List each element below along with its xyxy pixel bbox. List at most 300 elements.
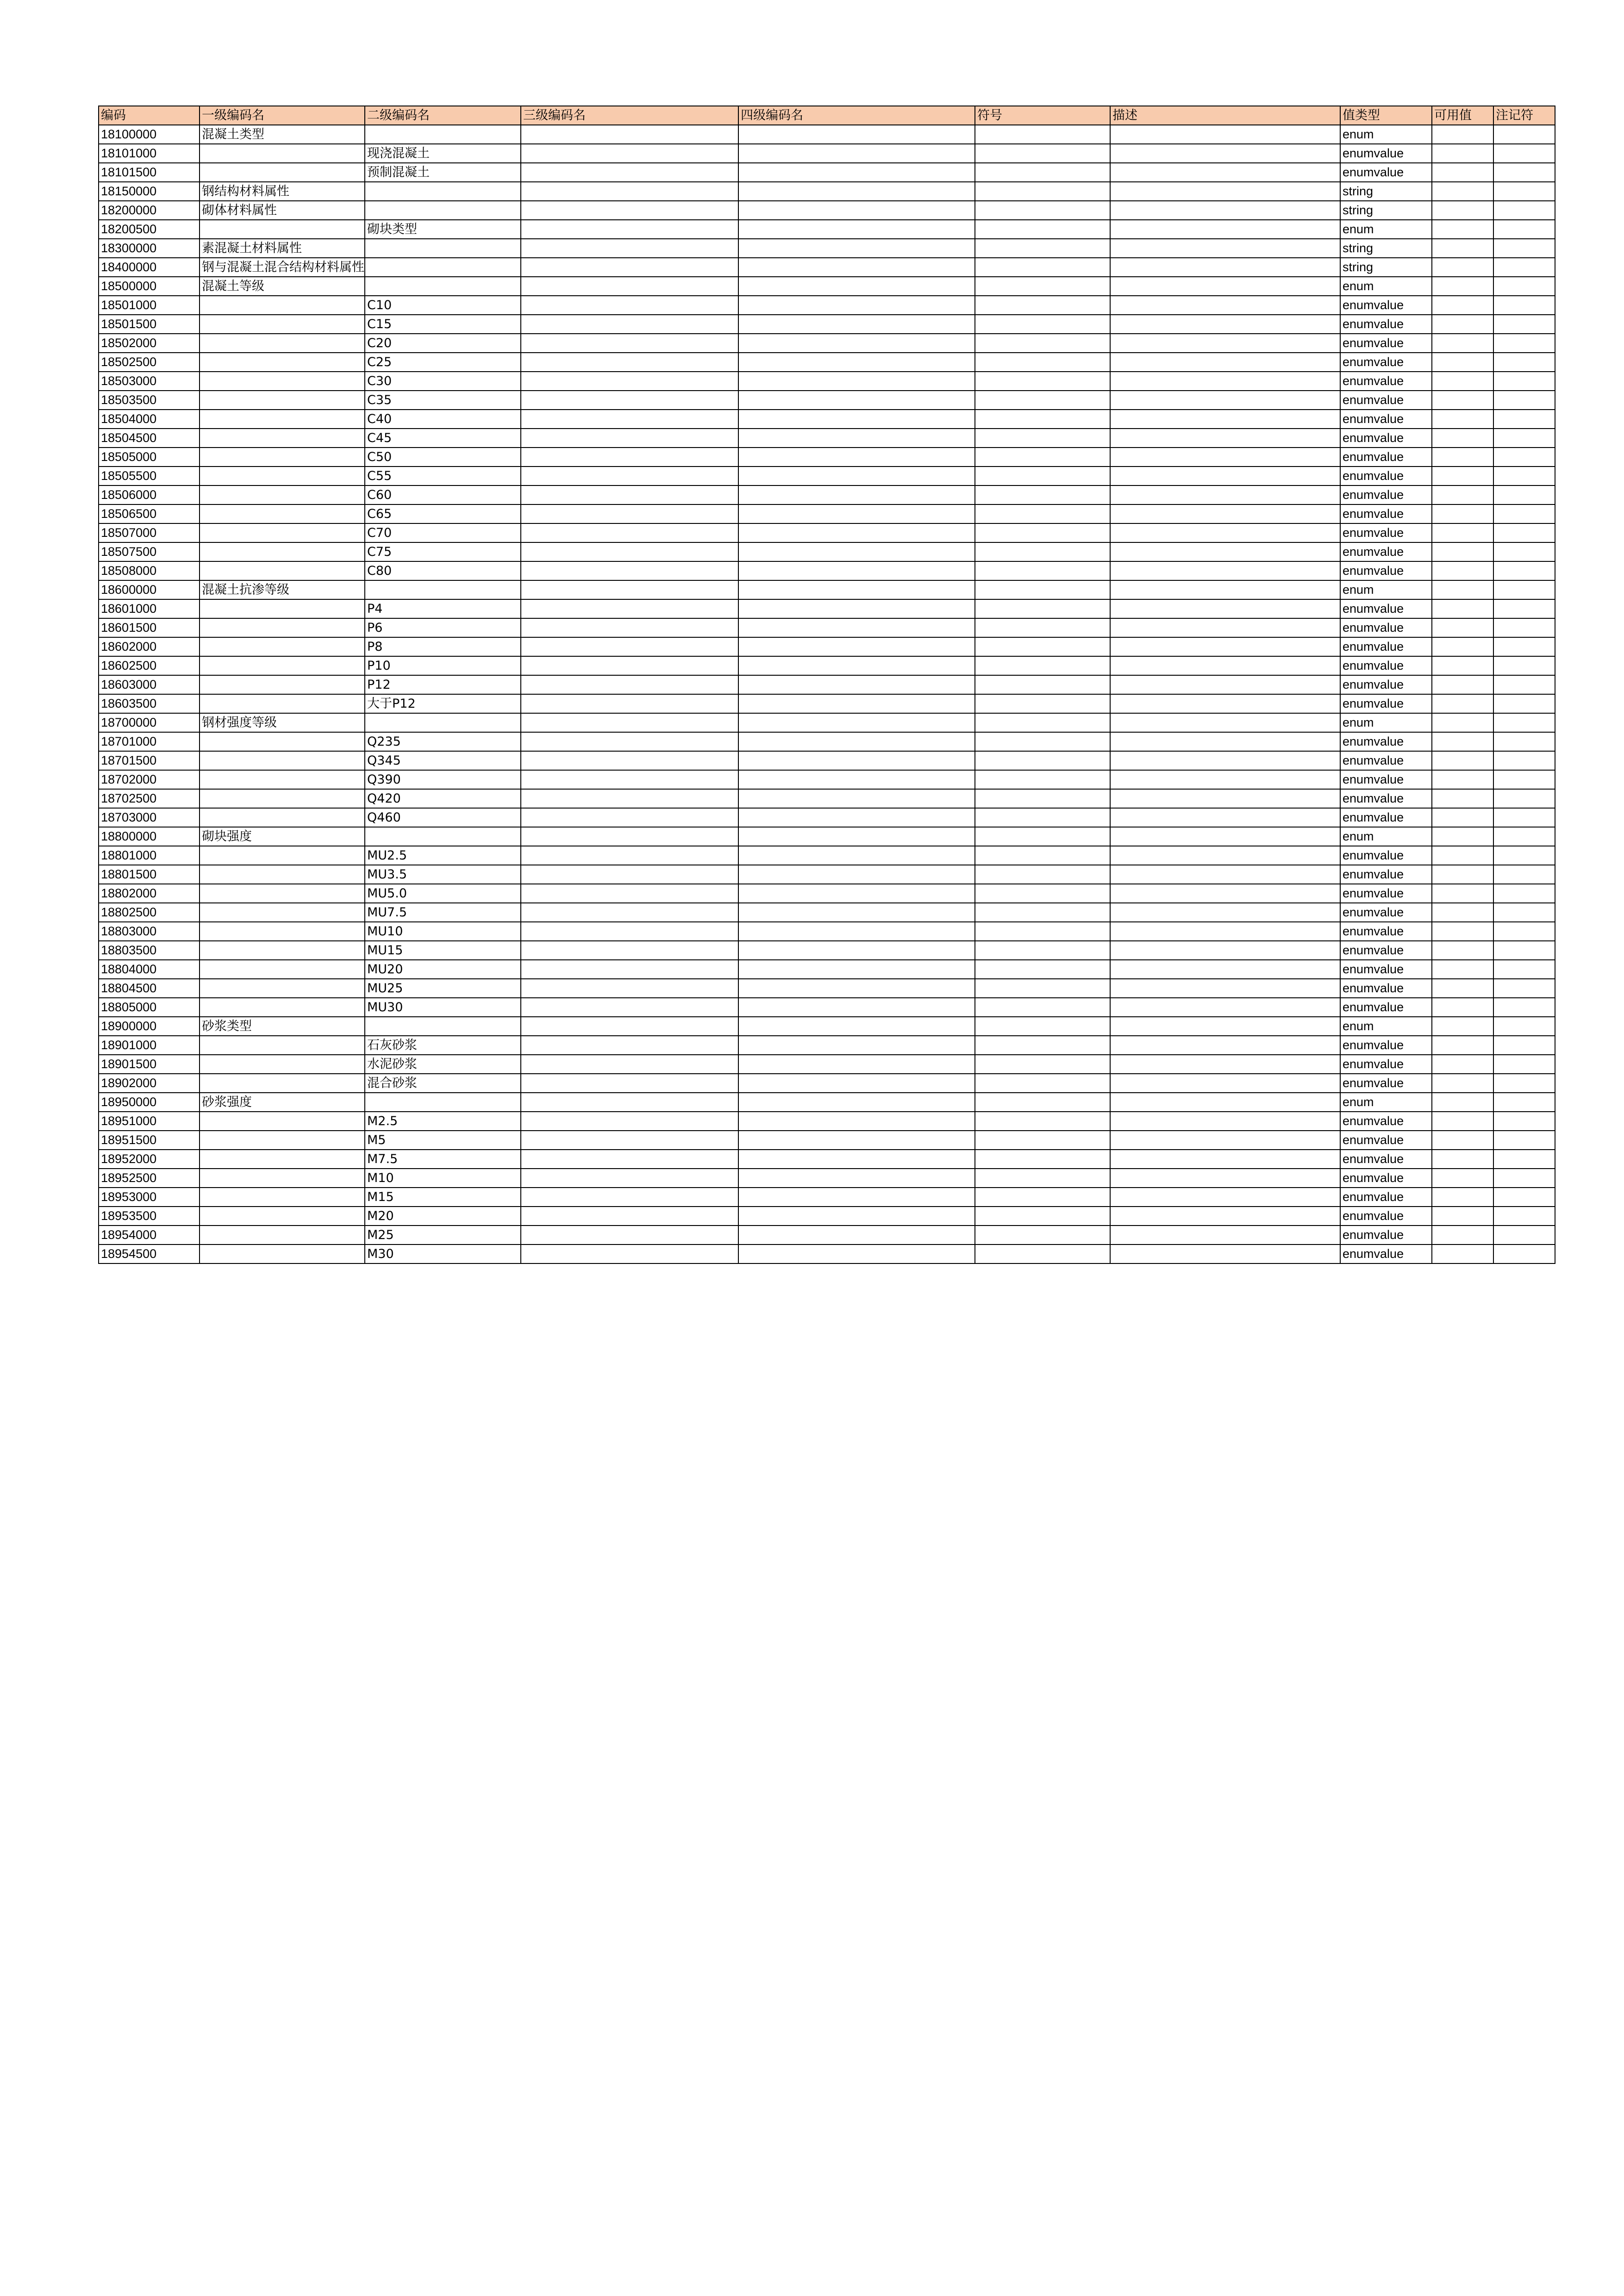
cell-annotation bbox=[1493, 770, 1555, 789]
cell-value-type: enum bbox=[1340, 580, 1432, 599]
cell-level3-name bbox=[521, 239, 738, 258]
cell-level1-name bbox=[200, 960, 365, 979]
cell-level2-name bbox=[365, 125, 521, 144]
cell-annotation bbox=[1493, 125, 1555, 144]
cell-code: 18804000 bbox=[99, 960, 200, 979]
cell-level3-name bbox=[521, 334, 738, 353]
cell-description bbox=[1110, 372, 1340, 391]
table-row bbox=[99, 694, 1555, 713]
cell-symbol bbox=[975, 1055, 1110, 1074]
cell-level4-name bbox=[738, 239, 975, 258]
table-row bbox=[99, 979, 1555, 998]
cell-level3-name bbox=[521, 637, 738, 656]
cell-annotation bbox=[1493, 580, 1555, 599]
cell-description bbox=[1110, 504, 1340, 523]
table-row bbox=[99, 1055, 1555, 1074]
table-row bbox=[99, 163, 1555, 182]
cell-description bbox=[1110, 808, 1340, 827]
cell-symbol bbox=[975, 182, 1110, 201]
cell-value-type: string bbox=[1340, 201, 1432, 220]
cell-description bbox=[1110, 865, 1340, 884]
cell-available-values bbox=[1432, 827, 1493, 846]
cell-level3-name bbox=[521, 1017, 738, 1036]
cell-symbol bbox=[975, 732, 1110, 751]
cell-annotation bbox=[1493, 713, 1555, 732]
cell-code: 18505000 bbox=[99, 448, 200, 467]
cell-level2-name: C25 bbox=[365, 353, 521, 372]
cell-value-type: enumvalue bbox=[1340, 1074, 1432, 1093]
cell-available-values bbox=[1432, 258, 1493, 277]
table-row bbox=[99, 144, 1555, 163]
table-row bbox=[99, 903, 1555, 922]
cell-level4-name bbox=[738, 315, 975, 334]
cell-level2-name: 砌块类型 bbox=[365, 220, 521, 239]
cell-symbol bbox=[975, 504, 1110, 523]
table-row bbox=[99, 277, 1555, 296]
cell-code: 18803500 bbox=[99, 941, 200, 960]
cell-code: 18150000 bbox=[99, 182, 200, 201]
cell-symbol bbox=[975, 884, 1110, 903]
cell-level1-name bbox=[200, 448, 365, 467]
cell-symbol bbox=[975, 580, 1110, 599]
cell-level1-name bbox=[200, 372, 365, 391]
table-row bbox=[99, 732, 1555, 751]
cell-level4-name bbox=[738, 485, 975, 504]
cell-available-values bbox=[1432, 1131, 1493, 1150]
cell-level1-name bbox=[200, 1150, 365, 1169]
cell-value-type: enumvalue bbox=[1340, 144, 1432, 163]
table-row bbox=[99, 751, 1555, 770]
cell-description bbox=[1110, 277, 1340, 296]
cell-value-type: enum bbox=[1340, 713, 1432, 732]
cell-level4-name bbox=[738, 732, 975, 751]
cell-annotation bbox=[1493, 1207, 1555, 1226]
cell-symbol bbox=[975, 1188, 1110, 1207]
cell-annotation bbox=[1493, 675, 1555, 694]
cell-available-values bbox=[1432, 315, 1493, 334]
cell-level3-name bbox=[521, 1226, 738, 1244]
cell-level4-name bbox=[738, 467, 975, 485]
cell-value-type: enumvalue bbox=[1340, 315, 1432, 334]
header-available-values: 可用值 bbox=[1432, 106, 1493, 125]
table-row bbox=[99, 220, 1555, 239]
cell-level3-name bbox=[521, 1131, 738, 1150]
cell-available-values bbox=[1432, 903, 1493, 922]
cell-level4-name bbox=[738, 903, 975, 922]
cell-symbol bbox=[975, 675, 1110, 694]
cell-available-values bbox=[1432, 637, 1493, 656]
cell-symbol bbox=[975, 1074, 1110, 1093]
cell-level2-name: M7.5 bbox=[365, 1150, 521, 1169]
cell-level4-name bbox=[738, 561, 975, 580]
cell-code: 18503000 bbox=[99, 372, 200, 391]
cell-annotation bbox=[1493, 334, 1555, 353]
cell-code: 18700000 bbox=[99, 713, 200, 732]
cell-level3-name bbox=[521, 1150, 738, 1169]
cell-code: 18101000 bbox=[99, 144, 200, 163]
cell-available-values bbox=[1432, 1244, 1493, 1263]
cell-level2-name: M25 bbox=[365, 1226, 521, 1244]
cell-description bbox=[1110, 315, 1340, 334]
cell-value-type: enumvalue bbox=[1340, 467, 1432, 485]
cell-level2-name: MU3.5 bbox=[365, 865, 521, 884]
cell-annotation bbox=[1493, 296, 1555, 315]
table-row bbox=[99, 467, 1555, 485]
cell-description bbox=[1110, 296, 1340, 315]
cell-available-values bbox=[1432, 865, 1493, 884]
cell-level1-name bbox=[200, 903, 365, 922]
cell-description bbox=[1110, 960, 1340, 979]
cell-level3-name bbox=[521, 485, 738, 504]
cell-level2-name: C30 bbox=[365, 372, 521, 391]
cell-level1-name bbox=[200, 846, 365, 865]
cell-level2-name: C50 bbox=[365, 448, 521, 467]
cell-description bbox=[1110, 1036, 1340, 1055]
cell-level3-name bbox=[521, 163, 738, 182]
cell-description bbox=[1110, 941, 1340, 960]
cell-value-type: enumvalue bbox=[1340, 637, 1432, 656]
cell-description bbox=[1110, 637, 1340, 656]
code-table bbox=[98, 106, 1555, 1264]
table-row bbox=[99, 542, 1555, 561]
cell-level3-name bbox=[521, 523, 738, 542]
cell-symbol bbox=[975, 599, 1110, 618]
cell-available-values bbox=[1432, 675, 1493, 694]
cell-annotation bbox=[1493, 960, 1555, 979]
cell-level4-name bbox=[738, 656, 975, 675]
cell-symbol bbox=[975, 277, 1110, 296]
cell-value-type: enumvalue bbox=[1340, 808, 1432, 827]
cell-symbol bbox=[975, 1093, 1110, 1112]
cell-available-values bbox=[1432, 277, 1493, 296]
cell-level3-name bbox=[521, 1244, 738, 1263]
cell-level3-name bbox=[521, 258, 738, 277]
table-row bbox=[99, 410, 1555, 429]
cell-available-values bbox=[1432, 1074, 1493, 1093]
cell-code: 18703000 bbox=[99, 808, 200, 827]
cell-symbol bbox=[975, 922, 1110, 941]
cell-level4-name bbox=[738, 334, 975, 353]
cell-annotation bbox=[1493, 903, 1555, 922]
cell-annotation bbox=[1493, 182, 1555, 201]
cell-symbol bbox=[975, 618, 1110, 637]
cell-symbol bbox=[975, 485, 1110, 504]
cell-code: 18702000 bbox=[99, 770, 200, 789]
cell-code: 18100000 bbox=[99, 125, 200, 144]
cell-available-values bbox=[1432, 599, 1493, 618]
cell-available-values bbox=[1432, 1169, 1493, 1188]
cell-level1-name bbox=[200, 1244, 365, 1263]
cell-code: 18803000 bbox=[99, 922, 200, 941]
cell-annotation bbox=[1493, 163, 1555, 182]
cell-level2-name: Q460 bbox=[365, 808, 521, 827]
cell-level1-name bbox=[200, 391, 365, 410]
table-row bbox=[99, 846, 1555, 865]
cell-level3-name bbox=[521, 998, 738, 1017]
cell-level3-name bbox=[521, 599, 738, 618]
header-level3-name: 三级编码名 bbox=[521, 106, 738, 125]
cell-available-values bbox=[1432, 353, 1493, 372]
cell-code: 18200000 bbox=[99, 201, 200, 220]
cell-value-type: string bbox=[1340, 258, 1432, 277]
table-row bbox=[99, 941, 1555, 960]
cell-description bbox=[1110, 1074, 1340, 1093]
cell-value-type: enumvalue bbox=[1340, 770, 1432, 789]
header-level2-name: 二级编码名 bbox=[365, 106, 521, 125]
cell-level4-name bbox=[738, 542, 975, 561]
cell-available-values bbox=[1432, 144, 1493, 163]
cell-available-values bbox=[1432, 448, 1493, 467]
cell-level3-name bbox=[521, 941, 738, 960]
cell-value-type: enumvalue bbox=[1340, 675, 1432, 694]
cell-level1-name bbox=[200, 1055, 365, 1074]
cell-level4-name bbox=[738, 296, 975, 315]
cell-description bbox=[1110, 410, 1340, 429]
cell-level4-name bbox=[738, 1074, 975, 1093]
cell-symbol bbox=[975, 1207, 1110, 1226]
cell-value-type: enumvalue bbox=[1340, 694, 1432, 713]
cell-level1-name bbox=[200, 979, 365, 998]
cell-level3-name bbox=[521, 1074, 738, 1093]
cell-level1-name bbox=[200, 884, 365, 903]
cell-level3-name bbox=[521, 561, 738, 580]
cell-symbol bbox=[975, 334, 1110, 353]
cell-annotation bbox=[1493, 998, 1555, 1017]
cell-level2-name: C40 bbox=[365, 410, 521, 429]
cell-level2-name: M20 bbox=[365, 1207, 521, 1226]
cell-level1-name bbox=[200, 1036, 365, 1055]
cell-value-type: enumvalue bbox=[1340, 1112, 1432, 1131]
cell-description bbox=[1110, 656, 1340, 675]
table-row bbox=[99, 1244, 1555, 1263]
cell-level1-name bbox=[200, 1207, 365, 1226]
table-row bbox=[99, 789, 1555, 808]
cell-level3-name bbox=[521, 353, 738, 372]
cell-description bbox=[1110, 239, 1340, 258]
cell-level4-name bbox=[738, 637, 975, 656]
cell-code: 18701000 bbox=[99, 732, 200, 751]
cell-level3-name bbox=[521, 789, 738, 808]
cell-available-values bbox=[1432, 429, 1493, 448]
cell-available-values bbox=[1432, 1150, 1493, 1169]
cell-value-type: enumvalue bbox=[1340, 1169, 1432, 1188]
cell-level1-name bbox=[200, 1226, 365, 1244]
cell-symbol bbox=[975, 941, 1110, 960]
cell-level1-name bbox=[200, 808, 365, 827]
cell-level2-name: Q345 bbox=[365, 751, 521, 770]
cell-level4-name bbox=[738, 1226, 975, 1244]
cell-description bbox=[1110, 258, 1340, 277]
cell-description bbox=[1110, 675, 1340, 694]
table-row bbox=[99, 391, 1555, 410]
cell-level4-name bbox=[738, 979, 975, 998]
cell-level2-name bbox=[365, 713, 521, 732]
cell-description bbox=[1110, 1207, 1340, 1226]
cell-code: 18901500 bbox=[99, 1055, 200, 1074]
cell-value-type: string bbox=[1340, 239, 1432, 258]
cell-level1-name bbox=[200, 504, 365, 523]
cell-description bbox=[1110, 448, 1340, 467]
cell-level1-name bbox=[200, 467, 365, 485]
cell-description bbox=[1110, 485, 1340, 504]
cell-description bbox=[1110, 1226, 1340, 1244]
cell-code: 18508000 bbox=[99, 561, 200, 580]
cell-level3-name bbox=[521, 770, 738, 789]
cell-value-type: enumvalue bbox=[1340, 618, 1432, 637]
cell-level2-name: 混合砂浆 bbox=[365, 1074, 521, 1093]
cell-description bbox=[1110, 998, 1340, 1017]
cell-level2-name: Q420 bbox=[365, 789, 521, 808]
cell-level2-name: M10 bbox=[365, 1169, 521, 1188]
cell-level4-name bbox=[738, 1017, 975, 1036]
cell-level4-name bbox=[738, 675, 975, 694]
cell-available-values bbox=[1432, 485, 1493, 504]
cell-level4-name bbox=[738, 960, 975, 979]
cell-level1-name bbox=[200, 334, 365, 353]
cell-level3-name bbox=[521, 713, 738, 732]
cell-level4-name bbox=[738, 182, 975, 201]
cell-level3-name bbox=[521, 504, 738, 523]
cell-level2-name: C75 bbox=[365, 542, 521, 561]
cell-value-type: enumvalue bbox=[1340, 334, 1432, 353]
cell-annotation bbox=[1493, 1244, 1555, 1263]
cell-level1-name bbox=[200, 410, 365, 429]
cell-code: 18951500 bbox=[99, 1131, 200, 1150]
cell-available-values bbox=[1432, 296, 1493, 315]
cell-level1-name bbox=[200, 732, 365, 751]
table-row bbox=[99, 1093, 1555, 1112]
cell-symbol bbox=[975, 808, 1110, 827]
cell-symbol bbox=[975, 429, 1110, 448]
cell-level2-name bbox=[365, 1093, 521, 1112]
cell-code: 18504000 bbox=[99, 410, 200, 429]
cell-value-type: enumvalue bbox=[1340, 1036, 1432, 1055]
cell-value-type: enumvalue bbox=[1340, 296, 1432, 315]
cell-symbol bbox=[975, 239, 1110, 258]
cell-available-values bbox=[1432, 618, 1493, 637]
cell-level4-name bbox=[738, 789, 975, 808]
cell-level2-name: MU7.5 bbox=[365, 903, 521, 922]
cell-value-type: enumvalue bbox=[1340, 846, 1432, 865]
cell-code: 18400000 bbox=[99, 258, 200, 277]
cell-available-values bbox=[1432, 656, 1493, 675]
cell-description bbox=[1110, 580, 1340, 599]
cell-description bbox=[1110, 1017, 1340, 1036]
header-value-type: 值类型 bbox=[1340, 106, 1432, 125]
cell-level2-name: C15 bbox=[365, 315, 521, 334]
cell-description bbox=[1110, 1055, 1340, 1074]
cell-code: 18505500 bbox=[99, 467, 200, 485]
cell-level4-name bbox=[738, 163, 975, 182]
cell-level2-name: P6 bbox=[365, 618, 521, 637]
cell-annotation bbox=[1493, 1017, 1555, 1036]
cell-annotation bbox=[1493, 732, 1555, 751]
cell-symbol bbox=[975, 163, 1110, 182]
cell-level2-name: Q390 bbox=[365, 770, 521, 789]
cell-level3-name bbox=[521, 182, 738, 201]
table-row bbox=[99, 182, 1555, 201]
table-row bbox=[99, 637, 1555, 656]
cell-annotation bbox=[1493, 827, 1555, 846]
cell-code: 18507000 bbox=[99, 523, 200, 542]
cell-level2-name: C20 bbox=[365, 334, 521, 353]
cell-level2-name: C60 bbox=[365, 485, 521, 504]
cell-available-values bbox=[1432, 334, 1493, 353]
cell-value-type: enumvalue bbox=[1340, 429, 1432, 448]
cell-level4-name bbox=[738, 201, 975, 220]
cell-annotation bbox=[1493, 922, 1555, 941]
cell-annotation bbox=[1493, 846, 1555, 865]
cell-level4-name bbox=[738, 353, 975, 372]
cell-description bbox=[1110, 751, 1340, 770]
cell-description bbox=[1110, 523, 1340, 542]
cell-level3-name bbox=[521, 391, 738, 410]
cell-level4-name bbox=[738, 827, 975, 846]
cell-level4-name bbox=[738, 884, 975, 903]
cell-symbol bbox=[975, 1131, 1110, 1150]
header-row bbox=[99, 106, 1555, 125]
cell-code: 18900000 bbox=[99, 1017, 200, 1036]
cell-code: 18801500 bbox=[99, 865, 200, 884]
cell-code: 18200500 bbox=[99, 220, 200, 239]
cell-level3-name bbox=[521, 1093, 738, 1112]
table-row bbox=[99, 922, 1555, 941]
cell-level4-name bbox=[738, 1188, 975, 1207]
cell-level2-name bbox=[365, 580, 521, 599]
table-row bbox=[99, 258, 1555, 277]
cell-level1-name bbox=[200, 770, 365, 789]
cell-description bbox=[1110, 789, 1340, 808]
cell-available-values bbox=[1432, 732, 1493, 751]
cell-level2-name: M15 bbox=[365, 1188, 521, 1207]
cell-available-values bbox=[1432, 1093, 1493, 1112]
cell-level4-name bbox=[738, 504, 975, 523]
cell-available-values bbox=[1432, 1055, 1493, 1074]
cell-annotation bbox=[1493, 258, 1555, 277]
cell-code: 18602000 bbox=[99, 637, 200, 656]
table-row bbox=[99, 372, 1555, 391]
cell-code: 18601500 bbox=[99, 618, 200, 637]
cell-level3-name bbox=[521, 979, 738, 998]
cell-value-type: enumvalue bbox=[1340, 410, 1432, 429]
cell-available-values bbox=[1432, 808, 1493, 827]
cell-level3-name bbox=[521, 732, 738, 751]
cell-level3-name bbox=[521, 277, 738, 296]
cell-level2-name: C80 bbox=[365, 561, 521, 580]
cell-value-type: string bbox=[1340, 182, 1432, 201]
cell-level4-name bbox=[738, 998, 975, 1017]
cell-description bbox=[1110, 182, 1340, 201]
cell-description bbox=[1110, 1244, 1340, 1263]
cell-value-type: enumvalue bbox=[1340, 656, 1432, 675]
cell-level3-name bbox=[521, 694, 738, 713]
cell-symbol bbox=[975, 694, 1110, 713]
cell-value-type: enumvalue bbox=[1340, 979, 1432, 998]
cell-symbol bbox=[975, 656, 1110, 675]
cell-value-type: enumvalue bbox=[1340, 789, 1432, 808]
cell-description bbox=[1110, 334, 1340, 353]
cell-annotation bbox=[1493, 808, 1555, 827]
cell-level4-name bbox=[738, 144, 975, 163]
cell-level4-name bbox=[738, 277, 975, 296]
cell-code: 18501500 bbox=[99, 315, 200, 334]
cell-level1-name bbox=[200, 561, 365, 580]
table-row bbox=[99, 353, 1555, 372]
cell-symbol bbox=[975, 561, 1110, 580]
cell-level3-name bbox=[521, 542, 738, 561]
cell-annotation bbox=[1493, 941, 1555, 960]
cell-level2-name: MU15 bbox=[365, 941, 521, 960]
